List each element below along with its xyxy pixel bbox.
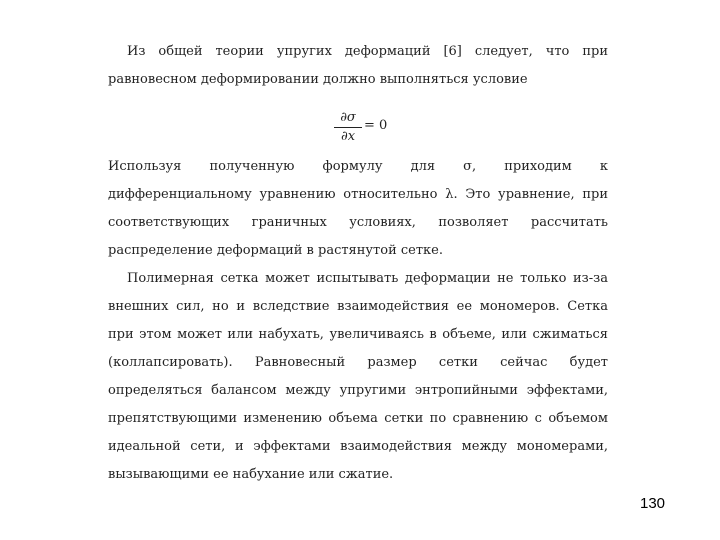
formula-numerator: ∂σ (340, 110, 356, 125)
formula-rhs: = 0 (364, 118, 388, 133)
text-block-top (108, 38, 608, 94)
paragraph-equation-usage: Используя полученную формулу для σ, приходим к дифференциальному уравнению относительно λ. Это уравнение, при соответствующих граничных условиях, позволяет рассчитать распределение деформаций в растянутой сетке. (108, 159, 608, 258)
text-block-bottom (108, 153, 608, 489)
equilibrium-formula (334, 110, 394, 146)
fraction-bar (334, 127, 362, 128)
page-number: 130 (640, 495, 666, 512)
partial-derivative-fraction (334, 110, 362, 145)
paragraph-polymer-network: Полимерная сетка может испытывать деформации не только из-за внешних сил, но и вследствие взаимодействия ее мономеров. Сетка при этом может или набухать, увеличиваясь в объеме, или сжиматься (коллапсировать). Равновесный размер сетки сейчас будет определяться балансом между упругими энтропийными эффектами, препятствующими изменению объема сетки по сравнению с объемом идеальной сети, и эффектами взаимодействия между мономерами, вызывающими ее набухание или сжатие. (108, 271, 608, 482)
paragraph-intro: Из общей теории упругих деформаций [6] следует, что при равновесном деформировании должно выполняться условие (108, 44, 608, 87)
formula-denominator: ∂x (340, 129, 356, 144)
